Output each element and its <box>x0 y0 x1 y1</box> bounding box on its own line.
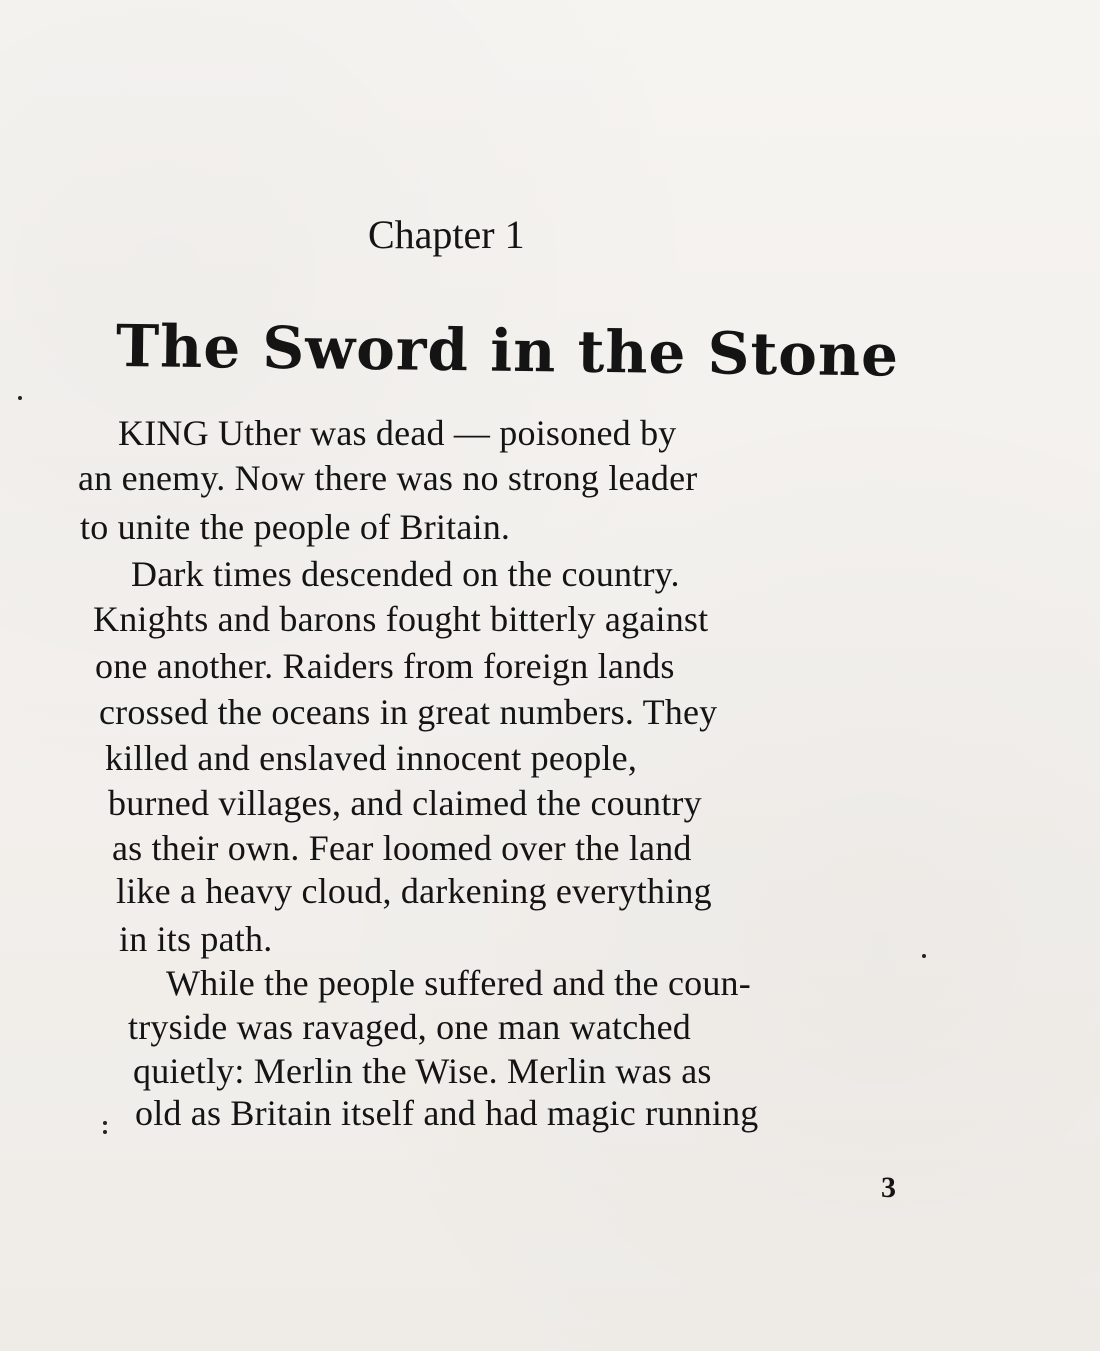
text-line: quietly: Merlin the Wise. Merlin was as <box>133 1051 712 1091</box>
text-line: in its path. <box>119 919 273 959</box>
text-line: one another. Raiders from foreign lands <box>95 646 675 686</box>
text-line: killed and enslaved innocent people, <box>105 738 638 778</box>
text-line: tryside was ravaged, one man watched <box>128 1007 691 1047</box>
text-line: Knights and barons fought bitterly against <box>93 599 709 639</box>
chapter-title: The Sword in the Stone <box>115 312 900 390</box>
text-line: Dark times descended on the country. <box>131 554 680 594</box>
ink-speck <box>103 1130 107 1134</box>
text-line: as their own. Fear loomed over the land <box>112 828 692 868</box>
text-line: burned villages, and claimed the country <box>108 783 702 823</box>
text-line: crossed the oceans in great numbers. They <box>99 692 718 732</box>
chapter-label: Chapter 1 <box>368 212 525 257</box>
text-line: old as Britain itself and had magic running <box>135 1093 759 1133</box>
text-line: like a heavy cloud, darkening everything <box>116 871 712 911</box>
text-line: While the people suffered and the coun- <box>166 963 751 1003</box>
text-line: an enemy. Now there was no strong leader <box>78 458 698 498</box>
text-line: KING Uther was dead — poisoned by <box>118 413 677 453</box>
ink-speck <box>18 396 22 400</box>
ink-speck <box>922 954 926 958</box>
text-line: to unite the people of Britain. <box>80 507 511 547</box>
page-number: 3 <box>881 1171 896 1204</box>
ink-speck <box>103 1121 107 1125</box>
